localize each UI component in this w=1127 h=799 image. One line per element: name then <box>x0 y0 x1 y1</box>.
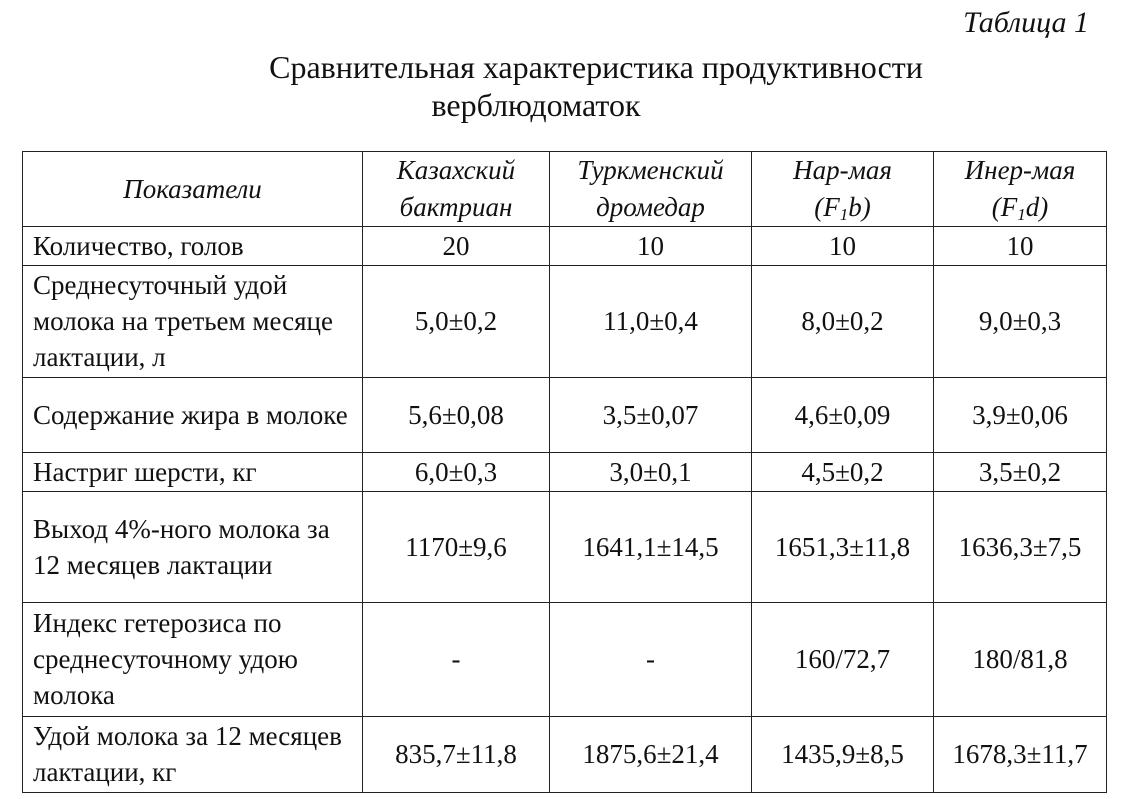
table-row <box>23 716 1107 792</box>
row-label: Среднесуточный удой молока на третьем месяце лактации, л <box>23 266 363 377</box>
cell-value: 1678,3±11,7 <box>934 716 1107 792</box>
header-nar-maya-line-1: Нар-мая <box>793 155 892 185</box>
cell-value: 3,5±0,07 <box>550 377 752 452</box>
cell-value: - <box>550 603 752 716</box>
header-nar-maya <box>752 152 934 227</box>
table-row <box>23 266 1107 377</box>
header-turkmen-dromedary-line-1: Туркменский <box>577 155 724 185</box>
cell-value: 3,9±0,06 <box>934 377 1107 452</box>
table-title-line-1: Сравнительная характеристика продуктивности <box>269 49 923 85</box>
header-kazakh-bactrian-line-2: бактриан <box>399 192 513 222</box>
cell-value: 11,0±0,4 <box>550 266 752 377</box>
table-number-label: Таблица 1 <box>963 6 1089 39</box>
cell-value: 5,6±0,08 <box>363 377 550 452</box>
table-header-row <box>23 152 1107 227</box>
cell-value: 8,0±0,2 <box>752 266 934 377</box>
cell-value: 180/81,8 <box>934 603 1107 716</box>
cell-value: - <box>363 603 550 716</box>
header-iner-maya-sub: 1 <box>1017 205 1026 224</box>
table-row <box>23 452 1107 491</box>
row-label: Содержание жира в молоке <box>23 377 363 452</box>
cell-value: 160/72,7 <box>752 603 934 716</box>
cell-value: 1435,9±8,5 <box>752 716 934 792</box>
header-iner-maya-open: (F <box>991 192 1018 222</box>
cell-value: 6,0±0,3 <box>363 452 550 491</box>
header-iner-maya-rest: d) <box>1025 192 1049 222</box>
header-kazakh-bactrian <box>363 152 550 227</box>
header-turkmen-dromedary <box>550 152 752 227</box>
table-row <box>23 227 1107 266</box>
cell-value: 10 <box>934 227 1107 266</box>
cell-value: 1170±9,6 <box>363 491 550 602</box>
header-turkmen-dromedary-line-2: дромедар <box>596 192 705 222</box>
cell-value: 20 <box>363 227 550 266</box>
row-label: Настриг шерсти, кг <box>23 452 363 491</box>
cell-value: 1875,6±21,4 <box>550 716 752 792</box>
cell-value: 3,5±0,2 <box>934 452 1107 491</box>
cell-value: 4,6±0,09 <box>752 377 934 452</box>
header-kazakh-bactrian-line-1: Казахский <box>396 155 516 185</box>
cell-value: 1636,3±7,5 <box>934 491 1107 602</box>
cell-value: 10 <box>752 227 934 266</box>
header-iner-maya-line-1: Инер-мая <box>964 155 1076 185</box>
cell-value: 1651,3±11,8 <box>752 491 934 602</box>
cell-value: 3,0±0,1 <box>550 452 752 491</box>
row-label: Количество, голов <box>23 227 363 266</box>
header-nar-maya-rest: b) <box>848 192 871 222</box>
row-label: Индекс гетерозиса по среднесуточному удою молока <box>23 603 363 716</box>
header-nar-maya-open: (F <box>814 192 840 222</box>
table-row <box>23 491 1107 602</box>
table-title <box>0 48 1127 124</box>
cell-value: 9,0±0,3 <box>934 266 1107 377</box>
header-iner-maya <box>934 152 1107 227</box>
row-label: Удой молока за 12 месяцев лактации, кг <box>23 716 363 792</box>
cell-value: 5,0±0,2 <box>363 266 550 377</box>
table-row <box>23 377 1107 452</box>
header-indicator: Показатели <box>23 152 363 227</box>
cell-value: 835,7±11,8 <box>363 716 550 792</box>
cell-value: 1641,1±14,5 <box>550 491 752 602</box>
cell-value: 10 <box>550 227 752 266</box>
table-title-line-2: верблюдоматок <box>431 87 641 123</box>
cell-value: 4,5±0,2 <box>752 452 934 491</box>
row-label: Выход 4%-ного молока за 12 месяцев лактации <box>23 491 363 602</box>
header-nar-maya-sub: 1 <box>839 205 849 224</box>
productivity-table <box>22 151 1107 793</box>
table-row <box>23 603 1107 716</box>
